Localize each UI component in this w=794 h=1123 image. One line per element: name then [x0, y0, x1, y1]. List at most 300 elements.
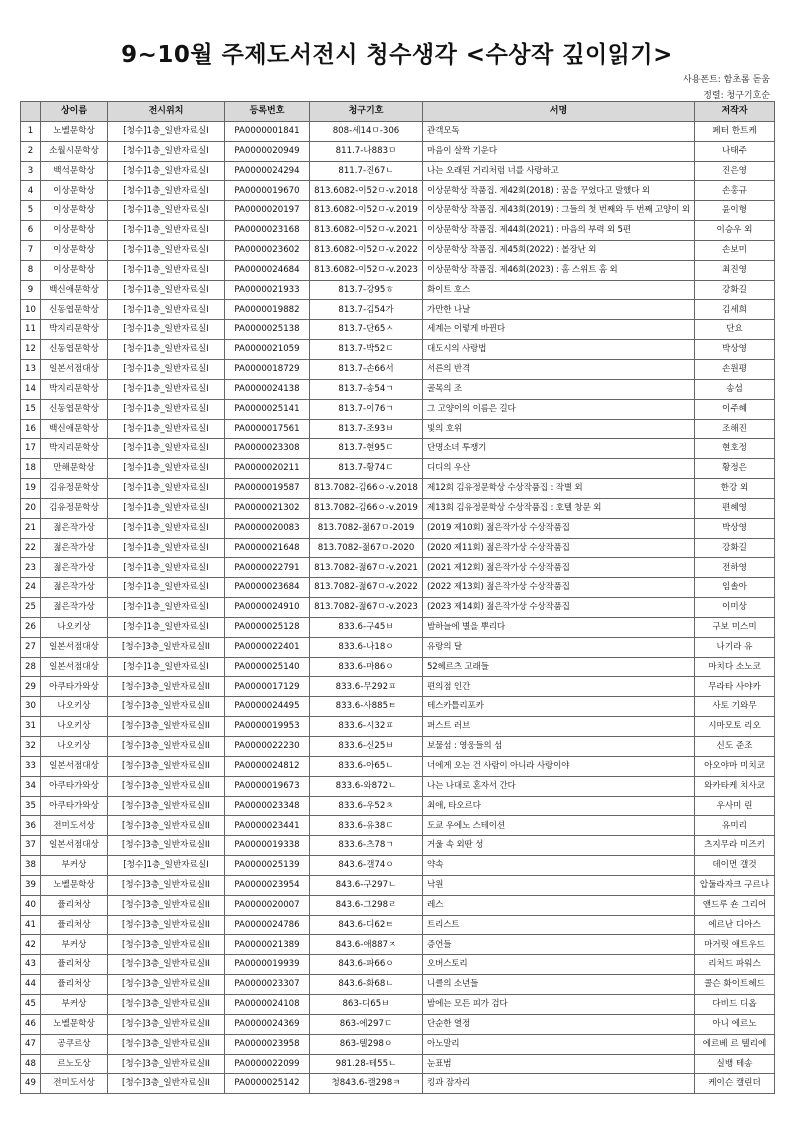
display-location: [청수]3층_일반자료실II: [108, 717, 225, 737]
display-location: [청수]3층_일반자료실II: [108, 1054, 225, 1074]
registration-number: PA0000023308: [225, 439, 310, 459]
display-location: [청수]1층_일반자료실I: [108, 498, 225, 518]
registration-number: PA0000020197: [225, 201, 310, 221]
display-location: [청수]3층_일반자료실II: [108, 796, 225, 816]
table-row: [21, 598, 775, 618]
display-location: [청수]3층_일반자료실II: [108, 816, 225, 836]
display-location: [청수]1층_일반자료실I: [108, 578, 225, 598]
row-number: 12: [21, 340, 41, 360]
registration-number: PA0000019882: [225, 300, 310, 320]
registration-number: PA0000024369: [225, 1014, 310, 1034]
table-row: [21, 657, 775, 677]
book-title: 가만한 나날: [423, 300, 695, 320]
header-author: 저작자: [695, 102, 775, 122]
row-number: 13: [21, 359, 41, 379]
table-row: [21, 856, 775, 876]
registration-number: PA0000019673: [225, 776, 310, 796]
table-row: [21, 459, 775, 479]
award-name: 공쿠르상: [41, 1034, 108, 1054]
sort-note: 정렬: 청구기호순: [703, 91, 770, 101]
book-title: 오버스토리: [423, 955, 695, 975]
award-name: 백신애문학상: [41, 280, 108, 300]
book-title: 눈표범: [423, 1054, 695, 1074]
award-name: 일본서점대상: [41, 359, 108, 379]
table-row: [21, 935, 775, 955]
call-number: 청843.6-캘298ㅋ: [310, 1074, 423, 1094]
author: 리처드 파워스: [695, 955, 775, 975]
display-location: [청수]3층_일반자료실II: [108, 955, 225, 975]
display-location: [청수]3층_일반자료실II: [108, 1034, 225, 1054]
row-number: 29: [21, 677, 41, 697]
table-row: [21, 181, 775, 201]
book-title: 밤에는 모든 피가 검다: [423, 994, 695, 1014]
registration-number: PA0000021059: [225, 340, 310, 360]
book-title: 이상문학상 작품집. 제44회(2021) : 마음의 부력 외 5편: [423, 221, 695, 241]
table-row: [21, 796, 775, 816]
row-number: 8: [21, 260, 41, 280]
table-row: [21, 558, 775, 578]
registration-number: PA0000023958: [225, 1034, 310, 1054]
display-location: [청수]3층_일반자료실II: [108, 737, 225, 757]
award-name: 박지리문학상: [41, 439, 108, 459]
display-location: [청수]1층_일반자료실I: [108, 479, 225, 499]
author: 츠지무라 미즈키: [695, 836, 775, 856]
author: 구보 미스미: [695, 617, 775, 637]
award-name: 일본서점대상: [41, 836, 108, 856]
author: 마거릿 애트우드: [695, 935, 775, 955]
table-row: [21, 756, 775, 776]
author: 나태주: [695, 141, 775, 161]
call-number: 833.6-나18ㅇ: [310, 637, 423, 657]
table-row: [21, 161, 775, 181]
author: 에르베 르 텔리에: [695, 1034, 775, 1054]
table-row: [21, 617, 775, 637]
display-location: [청수]3층_일반자료실II: [108, 697, 225, 717]
award-name: 젊은작가상: [41, 538, 108, 558]
call-number: 813.7082-김66ㅇ-v.2019: [310, 498, 423, 518]
award-name: 이상문학상: [41, 240, 108, 260]
table-row: [21, 201, 775, 221]
row-number: 24: [21, 578, 41, 598]
row-number: 21: [21, 518, 41, 538]
display-location: [청수]1층_일반자료실I: [108, 459, 225, 479]
table-body: [21, 121, 775, 1093]
row-number: 44: [21, 975, 41, 995]
row-number: 5: [21, 201, 41, 221]
book-title: 제12회 김유정문학상 수상작품집 : 작별 외: [423, 479, 695, 499]
registration-number: PA0000025128: [225, 617, 310, 637]
registration-number: PA0000025142: [225, 1074, 310, 1094]
display-location: [청수]1층_일반자료실I: [108, 221, 225, 241]
call-number: 843.6-화68ㄴ: [310, 975, 423, 995]
registration-number: PA0000020083: [225, 518, 310, 538]
registration-number: PA0000023602: [225, 240, 310, 260]
book-title: 증언들: [423, 935, 695, 955]
call-number: 813.7-조93ㅂ: [310, 419, 423, 439]
book-title: 약속: [423, 856, 695, 876]
author: 다비드 디옵: [695, 994, 775, 1014]
display-location: [청수]1층_일반자료실I: [108, 399, 225, 419]
award-name: 아쿠타가와상: [41, 796, 108, 816]
table-row: [21, 975, 775, 995]
call-number: 843.6-그298ㄹ: [310, 895, 423, 915]
author: 진은영: [695, 161, 775, 181]
registration-number: PA0000023954: [225, 875, 310, 895]
display-location: [청수]1층_일반자료실I: [108, 617, 225, 637]
award-name: 전미도서상: [41, 816, 108, 836]
award-name: 르노도상: [41, 1054, 108, 1074]
display-location: [청수]3층_일반자료실II: [108, 836, 225, 856]
book-title: 레스: [423, 895, 695, 915]
row-number: 16: [21, 419, 41, 439]
author: 콜슨 화이트헤드: [695, 975, 775, 995]
call-number: 863-디65ㅂ: [310, 994, 423, 1014]
registration-number: PA0000022230: [225, 737, 310, 757]
author: 송섬: [695, 379, 775, 399]
registration-number: PA0000025139: [225, 856, 310, 876]
display-location: [청수]1층_일반자료실I: [108, 121, 225, 141]
author: 이승우 외: [695, 221, 775, 241]
award-name: 신동엽문학상: [41, 300, 108, 320]
registration-number: PA0000024108: [225, 994, 310, 1014]
table-row: [21, 895, 775, 915]
call-number: 981.28-테55ㄴ: [310, 1054, 423, 1074]
registration-number: PA0000023441: [225, 816, 310, 836]
registration-number: PA0000017561: [225, 419, 310, 439]
display-location: [청수]3층_일반자료실II: [108, 915, 225, 935]
header-award: 상이름: [41, 102, 108, 122]
registration-number: PA0000025141: [225, 399, 310, 419]
author: 사토 기와무: [695, 697, 775, 717]
book-title: 제13회 김유정문학상 수상작품집 : 호텔 창문 외: [423, 498, 695, 518]
book-title: 관객모독: [423, 121, 695, 141]
author: 우사미 린: [695, 796, 775, 816]
table-row: [21, 994, 775, 1014]
award-name: 나오키상: [41, 617, 108, 637]
book-title: 보물섬 : 영웅들의 섬: [423, 737, 695, 757]
row-number: 22: [21, 538, 41, 558]
book-title: 밤하늘에 별을 뿌리다: [423, 617, 695, 637]
book-title: 서른의 반격: [423, 359, 695, 379]
row-number: 2: [21, 141, 41, 161]
author: 이미상: [695, 598, 775, 618]
display-location: [청수]3층_일반자료실II: [108, 756, 225, 776]
display-location: [청수]3층_일반자료실II: [108, 1014, 225, 1034]
book-list-table: [20, 101, 775, 1094]
display-location: [청수]1층_일반자료실I: [108, 181, 225, 201]
author: 케이슨 캘린더: [695, 1074, 775, 1094]
row-number: 48: [21, 1054, 41, 1074]
award-name: 만해문학상: [41, 459, 108, 479]
author: 손보미: [695, 240, 775, 260]
display-location: [청수]1층_일반자료실I: [108, 320, 225, 340]
registration-number: PA0000022099: [225, 1054, 310, 1074]
call-number: 863-텔298ㅇ: [310, 1034, 423, 1054]
author: 이주혜: [695, 399, 775, 419]
award-name: 노벨문학상: [41, 1014, 108, 1034]
author: 페터 한트케: [695, 121, 775, 141]
call-number: 813.7-송54ㄱ: [310, 379, 423, 399]
call-number: 813.6082-이52ㅁ-v.2021: [310, 221, 423, 241]
display-location: [청수]3층_일반자료실II: [108, 935, 225, 955]
call-number: 813.7082-젊67ㅁ-v.2023: [310, 598, 423, 618]
row-number: 15: [21, 399, 41, 419]
header-location: 전시위치: [108, 102, 225, 122]
table-row: [21, 538, 775, 558]
book-title: 단순한 열정: [423, 1014, 695, 1034]
author: 현호정: [695, 439, 775, 459]
row-number: 19: [21, 479, 41, 499]
page-title: 9~10월 주제도서전시 청수생각 <수상작 깊이읽기>: [121, 42, 673, 68]
award-name: 박지리문학상: [41, 320, 108, 340]
row-number: 49: [21, 1074, 41, 1094]
award-name: 퓰리처상: [41, 915, 108, 935]
author: 데이먼 갤것: [695, 856, 775, 876]
call-number: 813.6082-이52ㅁ-v.2019: [310, 201, 423, 221]
award-name: 부커상: [41, 856, 108, 876]
book-title: 화이트 호스: [423, 280, 695, 300]
book-title: 낙원: [423, 875, 695, 895]
row-number: 6: [21, 221, 41, 241]
author: 실뱅 테송: [695, 1054, 775, 1074]
registration-number: PA0000024138: [225, 379, 310, 399]
row-number: 9: [21, 280, 41, 300]
author: 앤드루 숀 그리어: [695, 895, 775, 915]
award-name: 일본서점대상: [41, 637, 108, 657]
call-number: 813.6082-이52ㅁ-v.2018: [310, 181, 423, 201]
row-number: 14: [21, 379, 41, 399]
display-location: [청수]1층_일반자료실I: [108, 379, 225, 399]
award-name: 신동엽문학상: [41, 340, 108, 360]
award-name: 소월시문학상: [41, 141, 108, 161]
call-number: 833.6-와872ㄴ: [310, 776, 423, 796]
author: 아니 에르노: [695, 1014, 775, 1034]
book-title: 아노말리: [423, 1034, 695, 1054]
display-location: [청수]1층_일반자료실I: [108, 240, 225, 260]
author: 한강 외: [695, 479, 775, 499]
book-title: 단명소녀 투쟁기: [423, 439, 695, 459]
display-location: [청수]1층_일반자료실I: [108, 598, 225, 618]
call-number: 833.6-무292ㅍ: [310, 677, 423, 697]
table-row: [21, 340, 775, 360]
row-number: 37: [21, 836, 41, 856]
table-row: [21, 221, 775, 241]
display-location: [청수]1층_일반자료실I: [108, 538, 225, 558]
table-row: [21, 637, 775, 657]
call-number: 813.7-손66서: [310, 359, 423, 379]
table-row: [21, 479, 775, 499]
table-row: [21, 677, 775, 697]
book-title: 나는 오래된 거리처럼 너를 사랑하고: [423, 161, 695, 181]
row-number: 47: [21, 1034, 41, 1054]
display-location: [청수]3층_일반자료실II: [108, 1074, 225, 1094]
display-location: [청수]3층_일반자료실II: [108, 776, 225, 796]
award-name: 젊은작가상: [41, 598, 108, 618]
award-name: 젊은작가상: [41, 558, 108, 578]
table-row: [21, 1014, 775, 1034]
table-row: [21, 717, 775, 737]
table-row: [21, 359, 775, 379]
call-number: 833.6-츠78ㄱ: [310, 836, 423, 856]
display-location: [청수]1층_일반자료실I: [108, 558, 225, 578]
registration-number: PA0000020211: [225, 459, 310, 479]
award-name: 젊은작가상: [41, 578, 108, 598]
registration-number: PA0000024495: [225, 697, 310, 717]
award-name: 이상문학상: [41, 181, 108, 201]
author: 조해진: [695, 419, 775, 439]
display-location: [청수]1층_일반자료실I: [108, 439, 225, 459]
registration-number: PA0000022401: [225, 637, 310, 657]
table-row: [21, 260, 775, 280]
table-row: [21, 875, 775, 895]
author: 마치다 소노코: [695, 657, 775, 677]
author: 박상영: [695, 518, 775, 538]
row-number: 32: [21, 737, 41, 757]
author: 박상영: [695, 340, 775, 360]
table-row: [21, 955, 775, 975]
table-row: [21, 419, 775, 439]
table-row: [21, 439, 775, 459]
book-title: (2019 제10회) 젊은작가상 수상작품집: [423, 518, 695, 538]
author: 강화길: [695, 280, 775, 300]
call-number: 813.7082-김66ㅇ-v.2018: [310, 479, 423, 499]
table-row: [21, 121, 775, 141]
display-location: [청수]1층_일반자료실I: [108, 300, 225, 320]
book-title: 나는 나대로 혼자서 간다: [423, 776, 695, 796]
award-name: 나오키상: [41, 737, 108, 757]
registration-number: PA0000019587: [225, 479, 310, 499]
book-title: 세계는 이렇게 바뀐다: [423, 320, 695, 340]
registration-number: PA0000024910: [225, 598, 310, 618]
book-title: 퍼스트 러브: [423, 717, 695, 737]
book-title: 이상문학상 작품집. 제42회(2018) : 꿈을 꾸었다고 말했다 외: [423, 181, 695, 201]
award-name: 이상문학상: [41, 201, 108, 221]
table-row: [21, 518, 775, 538]
award-name: 아쿠타가와상: [41, 776, 108, 796]
author: 아오야마 미치코: [695, 756, 775, 776]
row-number: 3: [21, 161, 41, 181]
table-header-row: [21, 102, 775, 122]
award-name: 퓰리처상: [41, 975, 108, 995]
award-name: 노벨문학상: [41, 875, 108, 895]
call-number: 833.6-시32ㅍ: [310, 717, 423, 737]
display-location: [청수]3층_일반자료실II: [108, 895, 225, 915]
table-row: [21, 1054, 775, 1074]
registration-number: PA0000018729: [225, 359, 310, 379]
book-title: (2022 제13회) 젊은작가상 수상작품집: [423, 578, 695, 598]
call-number: 813.7-황74ㄷ: [310, 459, 423, 479]
registration-number: PA0000020007: [225, 895, 310, 915]
call-number: 843.6-구297ㄴ: [310, 875, 423, 895]
registration-number: PA0000024684: [225, 260, 310, 280]
display-location: [청수]1층_일반자료실I: [108, 201, 225, 221]
registration-number: PA0000021648: [225, 538, 310, 558]
call-number: 833.6-구45ㅂ: [310, 617, 423, 637]
award-name: 신동엽문학상: [41, 399, 108, 419]
call-number: 808-세14ㅁ-306: [310, 121, 423, 141]
book-title: 골목의 조: [423, 379, 695, 399]
call-number: 843.6-갤74ㅇ: [310, 856, 423, 876]
registration-number: PA0000023684: [225, 578, 310, 598]
book-title: 이상문학상 작품집. 제46회(2023) : 홈 스위트 홈 외: [423, 260, 695, 280]
author: 편혜영: [695, 498, 775, 518]
display-location: [청수]3층_일반자료실II: [108, 994, 225, 1014]
call-number: 833.6-마86ㅇ: [310, 657, 423, 677]
book-title: 유랑의 달: [423, 637, 695, 657]
call-number: 813.7-이76ㄱ: [310, 399, 423, 419]
book-title: 도쿄 우에노 스테이션: [423, 816, 695, 836]
table-row: [21, 776, 775, 796]
header-reg-no: 등록번호: [225, 102, 310, 122]
award-name: 일본서점대상: [41, 657, 108, 677]
call-number: 843.6-애887ㅈ: [310, 935, 423, 955]
author: 신도 준조: [695, 737, 775, 757]
book-title: 대도시의 사랑법: [423, 340, 695, 360]
row-number: 11: [21, 320, 41, 340]
registration-number: PA0000020949: [225, 141, 310, 161]
table-row: [21, 240, 775, 260]
author: 최진영: [695, 260, 775, 280]
author: 임솔아: [695, 578, 775, 598]
award-name: 퓰리처상: [41, 895, 108, 915]
display-location: [청수]3층_일반자료실II: [108, 975, 225, 995]
award-name: 노벨문학상: [41, 121, 108, 141]
award-name: 일본서점대상: [41, 756, 108, 776]
call-number: 813.6082-이52ㅁ-v.2023: [310, 260, 423, 280]
call-number: 813.7-박52ㄷ: [310, 340, 423, 360]
book-title: 너에게 오는 건 사람이 아니라 사랑이야: [423, 756, 695, 776]
table-row: [21, 141, 775, 161]
author: 와카타케 치사코: [695, 776, 775, 796]
display-location: [청수]1층_일반자료실I: [108, 161, 225, 181]
row-number: 4: [21, 181, 41, 201]
author: 손홍규: [695, 181, 775, 201]
registration-number: PA0000021389: [225, 935, 310, 955]
registration-number: PA0000019338: [225, 836, 310, 856]
row-number: 30: [21, 697, 41, 717]
book-title: 마음이 살짝 기운다: [423, 141, 695, 161]
row-number: 10: [21, 300, 41, 320]
award-name: 아쿠타가와상: [41, 677, 108, 697]
call-number: 813.7082-젊67ㅁ-v.2022: [310, 578, 423, 598]
call-number: 813.7082-젊67ㅁ-2019: [310, 518, 423, 538]
table-row: [21, 578, 775, 598]
registration-number: PA0000023307: [225, 975, 310, 995]
font-note: 사용폰트: 함초롬 돋움: [682, 75, 770, 85]
author: 나기라 유: [695, 637, 775, 657]
call-number: 833.6-신25ㅂ: [310, 737, 423, 757]
table-row: [21, 697, 775, 717]
call-number: 863-에297ㄷ: [310, 1014, 423, 1034]
author: 김세희: [695, 300, 775, 320]
award-name: 김유정문학상: [41, 479, 108, 499]
book-title: 최애, 타오르다: [423, 796, 695, 816]
display-location: [청수]1층_일반자료실I: [108, 657, 225, 677]
row-number: 35: [21, 796, 41, 816]
row-number: 39: [21, 875, 41, 895]
header-no: [21, 102, 41, 122]
display-location: [청수]1층_일반자료실I: [108, 260, 225, 280]
row-number: 36: [21, 816, 41, 836]
registration-number: PA0000024812: [225, 756, 310, 776]
row-number: 27: [21, 637, 41, 657]
row-number: 34: [21, 776, 41, 796]
book-title: 거울 속 외딴 성: [423, 836, 695, 856]
header-call-no: 청구기호: [310, 102, 423, 122]
registration-number: PA0000021933: [225, 280, 310, 300]
book-title: (2021 제12회) 젊은작가상 수상작품집: [423, 558, 695, 578]
row-number: 18: [21, 459, 41, 479]
